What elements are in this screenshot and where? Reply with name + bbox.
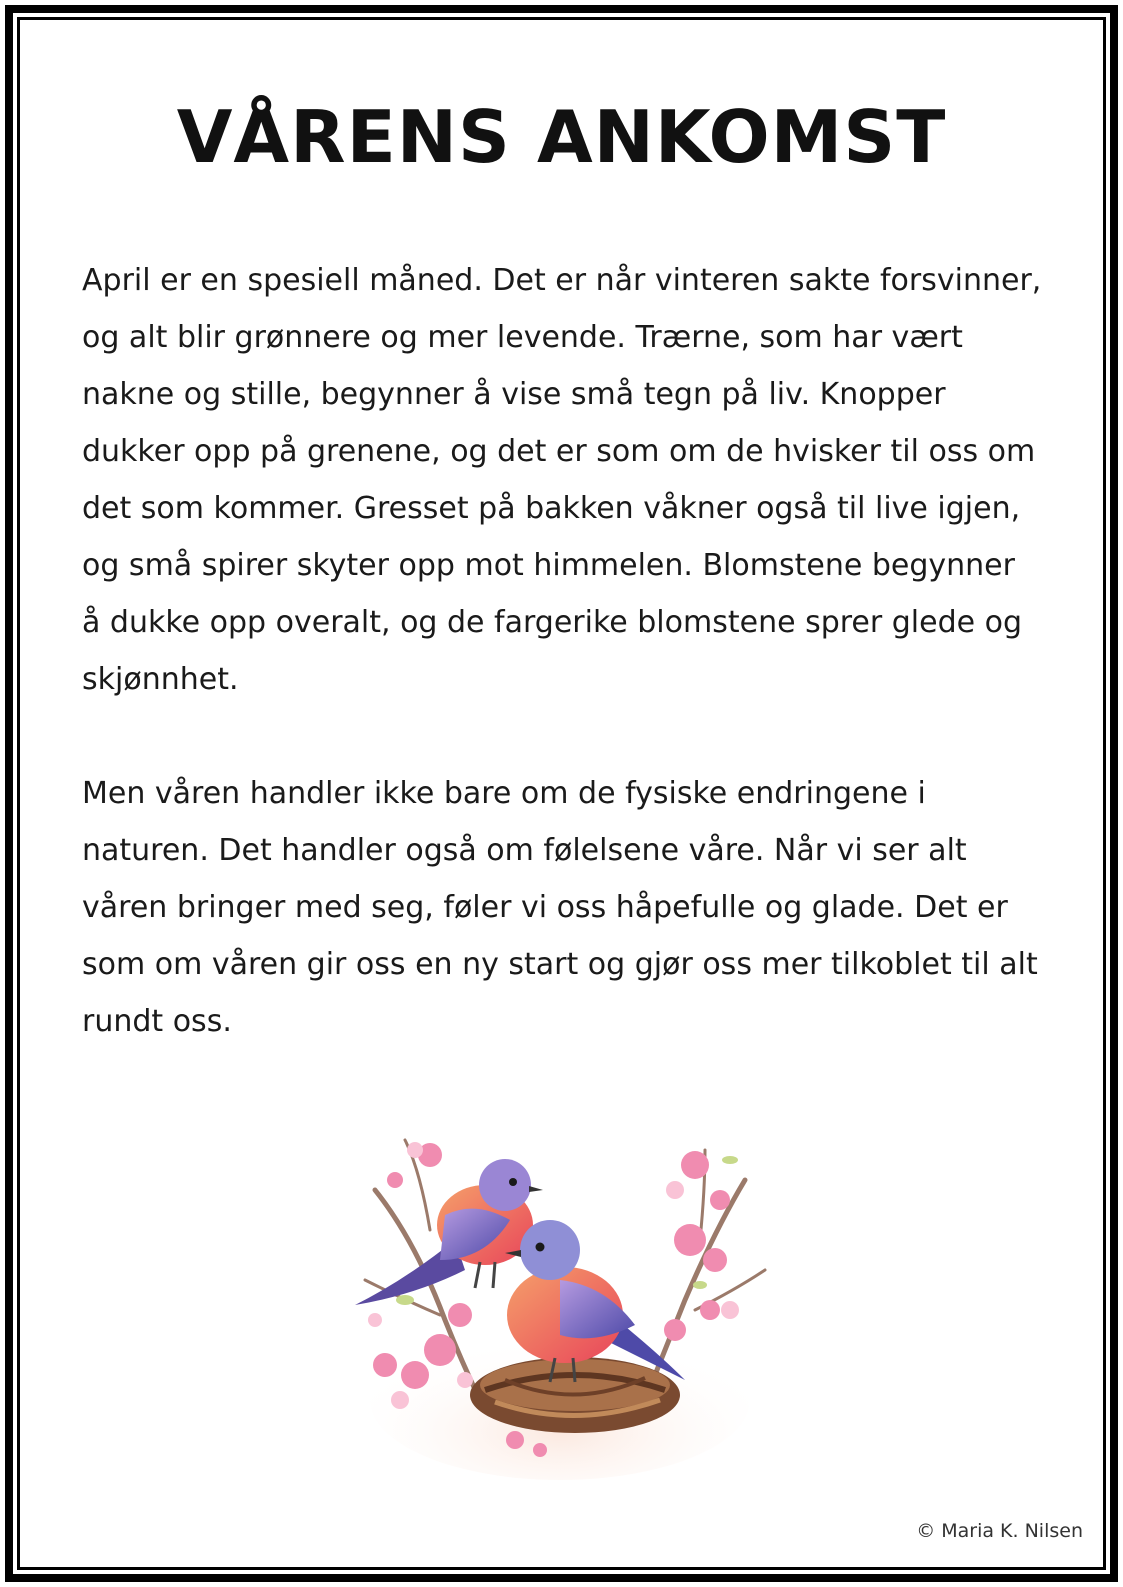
paragraph-2: Men våren handler ikke bare om de fysiske endringene i naturen. Det handler også om følelsene våre. Når vi ser alt våren bringer med seg, føler vi oss håpefulle og glade. Det er som om våren gir oss en ny start og gjør oss mer tilkoblet til alt rundt oss. (82, 776, 1038, 1039)
story-text (82, 252, 1042, 1107)
birds-on-nest-illustration (345, 1110, 775, 1490)
paragraph-1: April er en spesiell måned. Det er når vinteren sakte forsvinner, og alt blir grønnere og mer levende. Trærne, som har vært nakne og stille, begynner å vise små tegn på liv. Knopper dukker opp på grenene, og det er som om de hvisker til oss om det som kommer. Gresset på bakken våkner også til live igjen, og små spirer skyter opp mot himmelen. Blomstene begynner å dukke opp overalt, og de fargerike blomstene sprer glede og skjønnhet. (82, 263, 1042, 697)
bird-left (355, 1159, 543, 1305)
copyright-notice: © Maria K. Nilsen (916, 1520, 1083, 1542)
page-title: VÅRENS ANKOMST (176, 95, 947, 179)
